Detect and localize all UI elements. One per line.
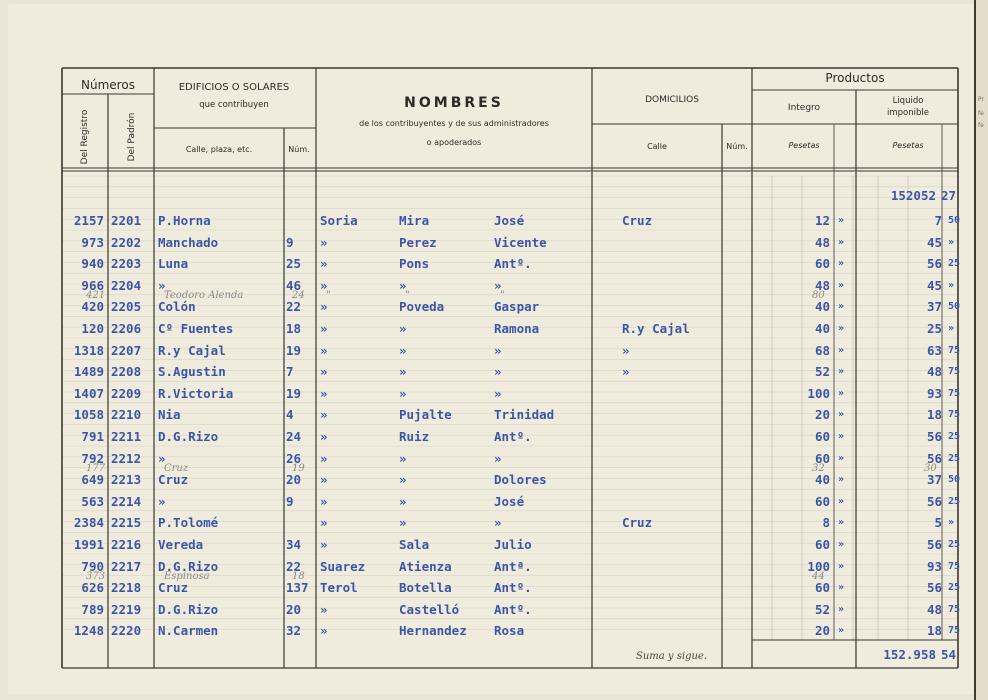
cell-liquido: 56: [926, 580, 942, 596]
cell-integro: 40: [814, 321, 830, 336]
cell-n2: »: [399, 277, 407, 293]
pencil-note: Teodoro Alenda: [164, 290, 244, 302]
cell-dom: »: [622, 342, 630, 358]
cell-reg: 973: [81, 234, 104, 250]
cell-n2: »: [399, 342, 407, 358]
cell-n3: Antº.: [494, 429, 532, 444]
cell-pad: 2215: [111, 515, 142, 531]
cell-n2: Atienza: [399, 558, 452, 574]
cell-num: 9: [286, 234, 294, 250]
cell-integro: 60: [814, 580, 830, 596]
cell-liq-c: 75: [948, 344, 961, 356]
pencil-note: Cruz: [164, 463, 189, 475]
cell-pad: 2210: [111, 407, 142, 423]
header-dom-num: Núm.: [726, 142, 748, 151]
cell-int-c: »: [838, 279, 845, 291]
cell-n1: Terol: [320, 580, 358, 596]
cell-n3: Antº.: [494, 601, 532, 617]
header-productos: Productos: [825, 71, 885, 85]
cell-reg: 626: [81, 580, 104, 596]
cell-reg: 2157: [73, 213, 104, 228]
cell-n3: Trinidad: [494, 407, 555, 423]
cell-liq-c: 25: [948, 431, 961, 442]
cell-n3: Antª.: [494, 558, 532, 574]
cell-n1: Soria: [320, 213, 358, 228]
pencil-note: 18: [292, 571, 305, 583]
cell-calle: »: [158, 450, 166, 466]
cell-liq-c: 75: [948, 603, 961, 615]
cell-liquido: 7: [934, 213, 942, 228]
carry-over-value: 152052: [890, 188, 936, 203]
cell-num: 9: [286, 493, 294, 509]
cell-int-c: »: [838, 236, 845, 248]
cell-n3: »: [494, 342, 502, 358]
pencil-note: 24: [292, 290, 305, 302]
cell-reg: 966: [81, 277, 104, 293]
pencil-note: ": [405, 290, 410, 302]
cell-calle: Luna: [158, 256, 189, 272]
cell-liq-c: 50: [948, 474, 961, 486]
cell-int-c: »: [838, 495, 845, 507]
cell-int-c: »: [838, 301, 845, 313]
cell-int-c: »: [838, 539, 845, 550]
cell-liq-c: 75: [948, 625, 961, 637]
cell-pad: 2213: [111, 472, 142, 488]
cell-reg: 1318: [73, 342, 104, 358]
cell-num: 20: [286, 601, 302, 617]
pencil-note: ": [326, 290, 331, 302]
cell-integro: 20: [814, 407, 830, 423]
cell-calle: D.G.Rizo: [158, 601, 219, 617]
cell-reg: 2384: [73, 515, 104, 531]
cell-pad: 2203: [111, 256, 142, 272]
cell-reg: 1248: [73, 623, 104, 639]
header-nombres: NOMBRES: [404, 95, 504, 111]
cell-liquido: 45: [926, 234, 942, 250]
cell-liq-c: 25: [948, 582, 961, 594]
cell-integro: 8: [822, 515, 830, 531]
cell-liq-c: 25: [948, 452, 961, 464]
cell-calle: P.Horna: [158, 213, 211, 228]
cell-n2: Sala: [399, 537, 430, 552]
cell-calle: Cruz: [158, 580, 189, 596]
cell-reg: 1407: [73, 385, 104, 401]
cell-int-c: »: [838, 625, 845, 637]
cell-pad: 2201: [111, 213, 142, 228]
cell-liq-c: »: [948, 279, 955, 291]
cell-n2: Castelló: [399, 601, 460, 617]
pencil-note: 19: [292, 463, 305, 475]
cell-integro: 60: [814, 537, 830, 552]
cell-n1: »: [320, 429, 328, 444]
cell-calle: D.G.Rizo: [158, 429, 219, 444]
cell-num: 137: [286, 580, 309, 596]
cell-n1: »: [320, 321, 328, 336]
cell-num: 32: [286, 623, 302, 639]
cell-n1: »: [320, 472, 328, 488]
cell-n1: »: [320, 342, 328, 358]
cell-integro: 40: [814, 472, 830, 488]
cell-liquido: 45: [926, 277, 942, 293]
cell-liq-c: 75: [948, 560, 961, 572]
cell-liquido: 93: [926, 558, 942, 574]
cell-n2: »: [399, 472, 407, 488]
cell-calle: N.Carmen: [158, 623, 219, 639]
cell-integro: 52: [814, 364, 830, 380]
header-nombres-sub2: o apoderados: [426, 138, 482, 147]
cell-liquido: 56: [926, 256, 942, 272]
cell-n2: Ruiz: [399, 429, 430, 444]
cell-liq-c: 50: [948, 301, 961, 313]
facing-page-edge: Pr fe fe: [974, 0, 988, 700]
cell-reg: 563: [81, 493, 104, 509]
cell-liquido: 37: [926, 299, 942, 315]
cell-calle: »: [158, 493, 166, 509]
cell-integro: 12: [814, 213, 830, 228]
cell-reg: 420: [81, 299, 104, 315]
cell-n1: »: [320, 493, 328, 509]
cell-calle: Cruz: [158, 472, 189, 488]
cell-pad: 2212: [111, 450, 142, 466]
cell-calle: R.Victoria: [158, 385, 234, 401]
carry-over-cents: 27: [941, 188, 957, 203]
cell-integro: 48: [814, 234, 830, 250]
pencil-note: 30: [924, 463, 937, 475]
cell-reg: 649: [81, 472, 104, 488]
cell-calle: Cº Fuentes: [158, 321, 234, 336]
pencil-note: 421: [86, 290, 106, 302]
cell-pad: 2216: [111, 537, 142, 552]
cell-n2: »: [399, 364, 407, 380]
cell-n1: »: [320, 364, 328, 380]
cell-n1: »: [320, 385, 328, 401]
cell-pad: 2218: [111, 580, 142, 596]
cell-n1: »: [320, 537, 328, 552]
cell-pad: 2211: [111, 429, 142, 444]
cell-liquido: 48: [926, 364, 942, 380]
cell-int-c: »: [838, 517, 845, 529]
cell-num: 19: [286, 342, 302, 358]
cell-n3: Antº.: [494, 580, 532, 596]
cell-n1: »: [320, 623, 328, 639]
pencil-note: 44: [812, 571, 825, 583]
cell-n2: »: [399, 450, 407, 466]
header-pesetas-liquido: Pesetas: [892, 141, 924, 150]
cell-num: 18: [286, 321, 302, 336]
cell-n2: »: [399, 385, 407, 401]
cell-calle: D.G.Rizo: [158, 558, 219, 574]
cell-pad: 2206: [111, 321, 142, 336]
cell-reg: 120: [81, 321, 104, 336]
cell-integro: 68: [814, 342, 830, 358]
cell-int-c: »: [838, 387, 845, 399]
cell-num: 22: [286, 558, 302, 574]
cell-n3: Rosa: [494, 623, 525, 639]
cell-liq-c: »: [948, 517, 955, 529]
cell-n2: Hernandez: [399, 623, 467, 639]
header-dom-calle: Calle: [647, 142, 667, 151]
cell-pad: 2207: [111, 342, 142, 358]
cell-liquido: 56: [926, 429, 942, 444]
cell-int-c: »: [838, 409, 845, 421]
cell-n3: Ramona: [494, 321, 540, 336]
cell-int-c: »: [838, 215, 845, 226]
cell-liquido: 18: [926, 623, 942, 639]
cell-n1: Suarez: [320, 558, 366, 574]
cell-integro: 60: [814, 493, 830, 509]
cell-n3: »: [494, 364, 502, 380]
cell-integro: 60: [814, 450, 830, 466]
cell-n2: Mira: [399, 213, 430, 228]
cell-n2: Pujalte: [399, 407, 452, 423]
cell-n1: »: [320, 450, 328, 466]
cell-dom: Cruz: [622, 213, 653, 228]
cell-calle: »: [158, 277, 166, 293]
cell-n3: Antº.: [494, 256, 532, 272]
cell-liq-c: 50: [948, 215, 961, 226]
cell-reg: 1058: [73, 407, 104, 423]
cell-n3: José: [494, 493, 525, 509]
cell-n3: Vicente: [494, 234, 547, 250]
cell-int-c: »: [838, 582, 845, 594]
pencil-note: ": [500, 290, 505, 302]
pencil-note: 373: [86, 571, 106, 583]
cell-n1: »: [320, 299, 328, 315]
cell-liq-c: »: [948, 236, 955, 248]
cell-liquido: 37: [926, 472, 942, 488]
cell-liq-c: 75: [948, 409, 961, 421]
cell-pad: 2208: [111, 364, 142, 380]
header-del-registro: Del Registro: [80, 109, 90, 165]
cell-n1: »: [320, 277, 328, 293]
cell-dom: »: [622, 364, 630, 380]
cell-n2: Perez: [399, 234, 437, 250]
cell-liq-c: »: [948, 323, 955, 334]
cell-num: 22: [286, 299, 302, 315]
cell-num: 26: [286, 450, 302, 466]
cell-liquido: 63: [926, 342, 942, 358]
cell-calle: Manchado: [158, 234, 219, 250]
cell-num: 7: [286, 364, 294, 380]
cell-liq-c: 25: [948, 258, 961, 270]
cell-dom: R.y Cajal: [622, 321, 690, 336]
cell-num: 25: [286, 256, 302, 272]
cell-liq-c: 25: [948, 539, 961, 550]
cell-int-c: »: [838, 323, 845, 334]
cell-int-c: »: [838, 452, 845, 464]
cell-num: 24: [286, 429, 302, 444]
cell-calle: Vereda: [158, 537, 204, 552]
cell-n3: José: [494, 213, 525, 228]
cell-liquido: 5: [934, 515, 942, 531]
cell-calle: R.y Cajal: [158, 342, 226, 358]
cell-integro: 48: [814, 277, 830, 293]
header-calle-plaza: Calle, plaza, etc.: [185, 145, 253, 154]
cell-n1: »: [320, 256, 328, 272]
pencil-note: Espinosa: [164, 571, 210, 583]
cell-liquido: 93: [926, 385, 942, 401]
header-nombres-sub1: de los contribuyentes y de sus administradores: [359, 119, 549, 128]
cell-num: 4: [286, 407, 294, 423]
cell-pad: 2205: [111, 299, 142, 315]
header-liquido: Liquido: [892, 96, 924, 106]
cell-n3: »: [494, 450, 502, 466]
cell-n3: Julio: [494, 537, 532, 552]
cell-num: 20: [286, 472, 302, 488]
cell-reg: 789: [81, 601, 104, 617]
cell-liquido: 48: [926, 601, 942, 617]
cell-integro: 60: [814, 429, 830, 444]
cell-liquido: 18: [926, 407, 942, 423]
cell-n1: »: [320, 234, 328, 250]
cell-liquido: 56: [926, 450, 942, 466]
cell-n3: Gaspar: [494, 299, 540, 315]
cell-integro: 52: [814, 601, 830, 617]
cell-num: 19: [286, 385, 302, 401]
cell-liq-c: 25: [948, 495, 961, 507]
cell-int-c: »: [838, 474, 845, 486]
cell-int-c: »: [838, 366, 845, 378]
cell-num: 34: [286, 537, 302, 552]
cell-n3: »: [494, 385, 502, 401]
cell-reg: 791: [81, 429, 104, 444]
cell-n2: Botella: [399, 580, 452, 596]
cell-pad: 2217: [111, 558, 142, 574]
cell-n1: »: [320, 601, 328, 617]
cell-n2: »: [399, 493, 407, 509]
cell-integro: 20: [814, 623, 830, 639]
cell-liquido: 56: [926, 537, 942, 552]
cell-pad: 2204: [111, 277, 142, 293]
cell-liquido: 56: [926, 493, 942, 509]
cell-pad: 2209: [111, 385, 142, 401]
cell-reg: 1489: [73, 364, 104, 380]
cell-int-c: »: [838, 344, 845, 356]
cell-n1: »: [320, 515, 328, 531]
cell-integro: 60: [814, 256, 830, 272]
cell-n2: Poveda: [399, 299, 445, 315]
cell-liq-c: 75: [948, 387, 961, 399]
cell-pad: 2220: [111, 623, 142, 639]
cell-n3: »: [494, 277, 502, 293]
cell-liquido: 25: [926, 321, 942, 336]
cell-n2: Pons: [399, 256, 430, 272]
cell-integro: 40: [814, 299, 830, 315]
header-numeros: Números: [81, 78, 135, 92]
header-del-padron: Del Padrón: [127, 112, 137, 162]
cell-int-c: »: [838, 560, 845, 572]
cell-n2: »: [399, 321, 407, 336]
cell-int-c: »: [838, 431, 845, 442]
cell-pad: 2219: [111, 601, 142, 617]
cell-liq-c: 75: [948, 366, 961, 378]
cell-int-c: »: [838, 258, 845, 270]
header-pesetas-integro: Pesetas: [788, 141, 820, 150]
cell-n3: »: [494, 515, 502, 531]
cell-dom: Cruz: [622, 515, 653, 531]
pencil-note: 80: [812, 290, 825, 302]
header-domicilios: DOMICILIOS: [645, 95, 699, 105]
pencil-note: 32: [812, 463, 825, 475]
cell-integro: 100: [807, 558, 830, 574]
cell-calle: Colón: [158, 299, 196, 315]
header-que-contribuyen: que contribuyen: [199, 100, 269, 110]
footer-total: 152.958: [883, 647, 936, 662]
cell-integro: 100: [807, 385, 830, 401]
cell-pad: 2202: [111, 234, 142, 250]
header-imponible: imponible: [887, 108, 929, 118]
cell-pad: 2214: [111, 493, 142, 509]
footer-suma-y-sigue: Suma y sigue.: [636, 651, 708, 662]
cell-reg: 790: [81, 558, 104, 574]
cell-n1: »: [320, 407, 328, 423]
header-num: Núm.: [288, 145, 310, 154]
cell-calle: P.Tolomé: [158, 515, 219, 531]
cell-n3: Dolores: [494, 472, 547, 488]
header-integro: Integro: [787, 103, 821, 113]
cell-n2: »: [399, 515, 407, 531]
cell-num: 46: [286, 277, 302, 293]
header-edificios: EDIFICIOS O SOLARES: [178, 82, 290, 93]
footer-total-cents: 54: [941, 647, 957, 662]
cell-reg: 940: [81, 256, 104, 272]
cell-reg: 1991: [73, 537, 104, 552]
cell-reg: 792: [81, 450, 104, 466]
cell-calle: Nia: [158, 407, 181, 423]
cell-int-c: »: [838, 603, 845, 615]
cell-calle: S.Agustin: [158, 364, 226, 380]
pencil-note: 177: [86, 463, 106, 475]
